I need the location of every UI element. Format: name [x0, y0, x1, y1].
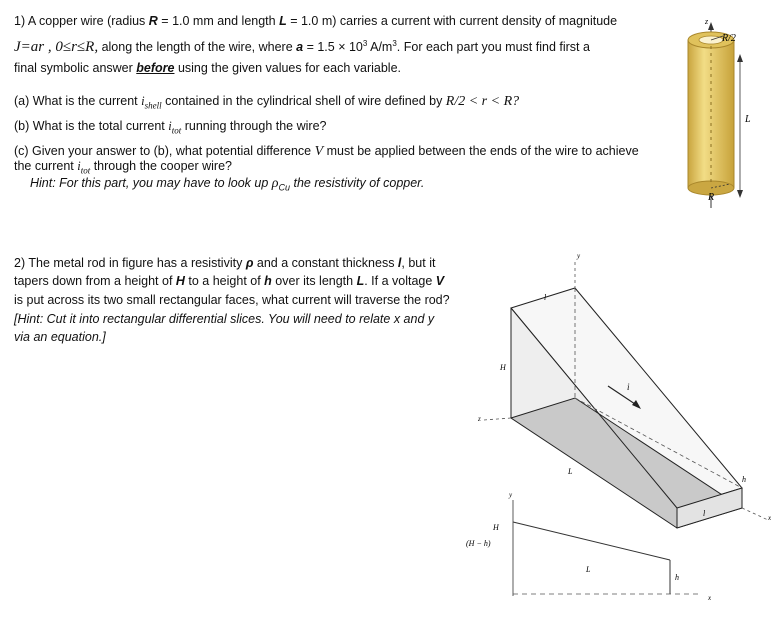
text: tapers down from a height of — [14, 274, 176, 288]
profile-L-label: L — [586, 565, 591, 574]
var-L: L — [279, 14, 287, 28]
text: A/m — [367, 40, 393, 55]
text: final symbolic answer — [14, 61, 137, 75]
symbol-i: i — [141, 94, 145, 108]
profile-x-label: x — [708, 594, 712, 602]
symbol-rho: ρ — [271, 176, 279, 191]
profile-taper-line — [513, 522, 670, 560]
current-label: i — [627, 382, 630, 392]
text: and a constant thickness — [253, 256, 398, 270]
height-h-label-3d: h — [742, 475, 746, 484]
text: to a height of — [184, 274, 265, 288]
var-V: V — [435, 274, 445, 288]
text: (b) What is the total current — [14, 119, 169, 133]
p2-line3: is put across its two small rectangular faces, what current will traverse the rod? — [14, 293, 450, 307]
text: . For each part you must find first a — [396, 40, 590, 55]
subscript: shell — [144, 100, 162, 111]
var-rho: ρ — [245, 256, 254, 270]
p2-hint-line2: via an equation.] — [14, 330, 106, 344]
text: the resistivity of copper. — [290, 176, 425, 190]
text: using the given values for each variable. — [174, 61, 401, 75]
subscript: Cu — [278, 182, 291, 193]
profile-y-label: y — [509, 491, 513, 499]
var-l: l — [397, 256, 402, 270]
text: , but it — [401, 256, 436, 270]
var-R: R — [148, 14, 158, 28]
thickness-label-top: l — [544, 293, 547, 302]
text: along the length of the wire, where — [98, 40, 297, 55]
length-L-label-3d: L — [568, 467, 573, 476]
height-H-label: H — [500, 363, 506, 372]
text: over its length — [271, 274, 357, 288]
profile-H-label: H — [493, 523, 499, 532]
text: Hint: For this part, you may have to look up — [30, 176, 272, 190]
text: . If a voltage — [364, 274, 436, 288]
r-half-label: R/2 — [722, 33, 736, 44]
profile-h-label: h — [675, 573, 679, 582]
exponent: 3 — [392, 39, 397, 48]
radius-label: R — [708, 192, 715, 203]
text: contained in the cylindrical shell of wire defined by — [161, 94, 446, 108]
text: (c) Given your answer to (b), what potential difference — [14, 144, 315, 158]
emphasis-before: before — [136, 61, 175, 75]
x-label-3d: x — [768, 514, 772, 522]
exponent: 3 — [362, 39, 368, 48]
var-a: a — [296, 40, 304, 55]
text: = 1.0 mm and length — [157, 14, 280, 28]
length-label: L — [745, 114, 751, 125]
text: the current — [14, 159, 78, 173]
text: = 1.5 × 10 — [303, 40, 363, 55]
var-H: H — [175, 274, 185, 288]
profile-Hh-label: (H − h) — [466, 539, 491, 548]
text: (a) What is the current — [14, 94, 142, 108]
z-label: z — [705, 17, 709, 26]
text: 2) The metal rod in figure has a resistivity — [14, 256, 246, 270]
var-L: L — [356, 274, 365, 288]
subscript: tot — [171, 125, 182, 136]
p2-hint-line1: [Hint: Cut it into rectangular differential slices. You will need to relate x and y — [14, 312, 435, 326]
symbol-i: i — [77, 159, 81, 173]
y-label-3d: y — [577, 252, 581, 260]
var-h: h — [264, 274, 272, 288]
text: running through the wire? — [181, 119, 327, 133]
text: = 1.0 m) carries a current with current density of magnitude — [286, 14, 618, 28]
z-label-3d: z — [478, 415, 481, 423]
thickness-label-bottom: l — [703, 509, 706, 518]
text: 1) A copper wire (radius — [14, 14, 149, 28]
symbol-i: i — [168, 119, 172, 133]
current-density-eq: J=ar , 0≤r≤R, — [14, 39, 99, 56]
text: through the cooper wire? — [90, 159, 232, 173]
condition: R/2 < r < R? — [445, 94, 520, 109]
text: must be applied between the ends of the wire to achieve — [323, 144, 639, 158]
var-V: V — [314, 144, 324, 159]
subscript: tot — [80, 165, 91, 176]
